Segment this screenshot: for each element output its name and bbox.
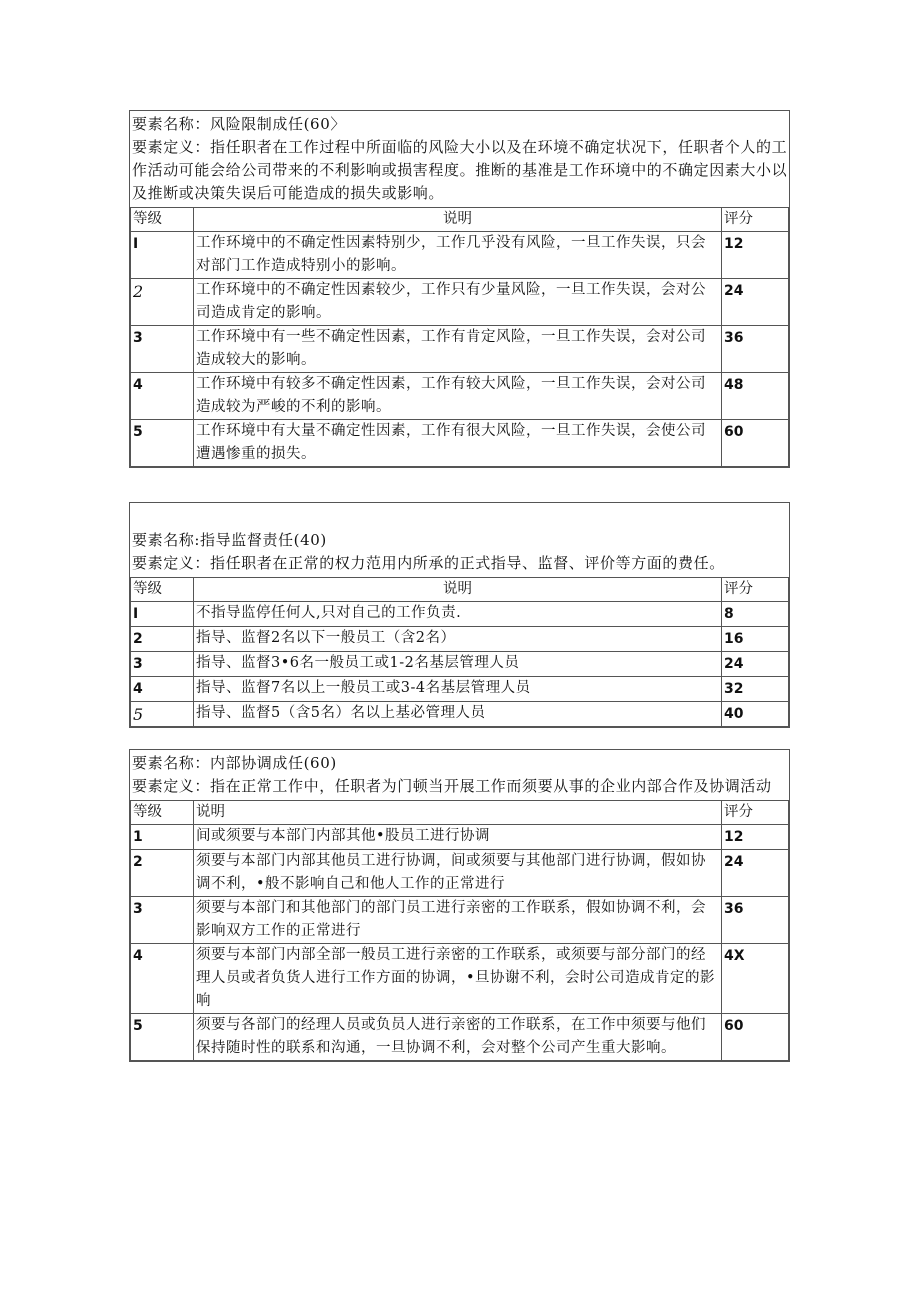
score-cell: 36 <box>722 897 789 944</box>
table-row <box>131 652 789 677</box>
score-cell: 60 <box>722 1014 789 1061</box>
score-cell: 16 <box>722 627 789 652</box>
table-row <box>131 1014 789 1061</box>
desc-cell: 间或须要与本部门内部其他•股员工进行协调 <box>194 825 722 850</box>
level-header: 等级 <box>131 801 194 825</box>
level-cell: 2 <box>131 627 194 652</box>
level-cell: 2 <box>131 279 194 326</box>
level-header: 等级 <box>131 208 194 232</box>
grading-table <box>130 207 789 467</box>
desc-header: 说明 <box>194 801 722 825</box>
desc-header: 说明 <box>194 208 722 232</box>
table-row <box>131 232 789 279</box>
table-row <box>131 420 789 467</box>
level-cell: 1 <box>131 825 194 850</box>
table-row <box>131 627 789 652</box>
score-cell: 40 <box>722 702 789 727</box>
table-row <box>131 373 789 420</box>
score-cell: 60 <box>722 420 789 467</box>
level-cell: 5 <box>131 702 194 727</box>
factor-section-supervision <box>129 502 790 728</box>
desc-cell: 须要与各部门的经理人员或负员人进行亲密的工作联系，在工作中须要与他们保持随时性的联系和沟通，一旦协调不利，会对整个公司产生重大影响。 <box>194 1014 722 1061</box>
score-cell: 24 <box>722 279 789 326</box>
desc-cell: 工作环境中的不确定性因素特别少，工作几乎没有风险，一旦工作失误，只会对部门工作造成特别小的影响。 <box>194 232 722 279</box>
desc-cell: 工作环境中有一些不确定性因素，工作有肯定风险，一旦工作失误，会对公司造成较大的影响。 <box>194 326 722 373</box>
level-cell: I <box>131 232 194 279</box>
factor-name: 要素名称：风险限制成任(60〉 <box>132 115 346 133</box>
factor-name: 要素名称：内部协调成任(60) <box>132 754 337 772</box>
factor-name: 要素名称:指导监督责任(40) <box>132 531 327 549</box>
level-cell: 5 <box>131 1014 194 1061</box>
table-row <box>131 326 789 373</box>
factor-definition: 要素定义：指任职者在工作过程中所面临的风险大小以及在环境不确定状况下，任职者个人的工作活动可能会给公司带来的不利影响或损害程度。推断的基准是工作环境中的不确定因素大小以及推断或决策失误后可能造成的损失或影响。 <box>132 138 788 202</box>
table-row <box>131 825 789 850</box>
level-cell: 3 <box>131 326 194 373</box>
score-cell: 12 <box>722 232 789 279</box>
factor-definition: 要素定义：指任职者在正常的权力范用内所承的正式指导、监督、评价等方面的费任。 <box>132 554 725 572</box>
factor-section-risk <box>129 110 790 468</box>
score-cell: 8 <box>722 602 789 627</box>
table-row <box>131 602 789 627</box>
level-cell: 3 <box>131 897 194 944</box>
table-row <box>131 279 789 326</box>
desc-cell: 须要与本部门内部其他员工进行协调，间或须要与其他部门进行协调，假如协调不利，•般不影响自己和他人工作的正常进行 <box>194 850 722 897</box>
desc-cell: 须要与本部门和其他部门的部门员工进行亲密的工作联系，假如协调不利，会影响双方工作的正常进行 <box>194 897 722 944</box>
table-row <box>131 677 789 702</box>
level-cell: 2 <box>131 850 194 897</box>
score-cell: 12 <box>722 825 789 850</box>
level-cell: 4 <box>131 373 194 420</box>
desc-cell: 指导、监督2名以下一般员工（含2名） <box>194 627 722 652</box>
factor-header <box>130 750 789 800</box>
level-header: 等级 <box>131 578 194 602</box>
header-spacer <box>132 505 789 529</box>
desc-cell: 指导、监督3•6名一般员工或1-2名基层管理人员 <box>194 652 722 677</box>
desc-cell: 工作环境中有较多不确定性因素，工作有较大风险，一旦工作失误，会对公司造成较为严峻的不利的影响。 <box>194 373 722 420</box>
score-header: 评分 <box>722 578 789 602</box>
table-header-row <box>131 578 789 602</box>
grading-table <box>130 800 789 1061</box>
desc-cell: 工作环境中的不确定性因素较少，工作只有少量风险，一旦工作失误，会对公司造成肯定的影响。 <box>194 279 722 326</box>
desc-cell: 指导、监督7名以上一般员工或3-4名基层管理人员 <box>194 677 722 702</box>
factor-section-coordination <box>129 749 790 1062</box>
score-cell: 4X <box>722 944 789 1014</box>
level-cell: I <box>131 602 194 627</box>
table-header-row <box>131 208 789 232</box>
desc-cell: 须要与本部门内部全部一般员工进行亲密的工作联系，或须要与部分部门的经理人员或者负货人进行工作方面的协调，•旦协谢不利，会时公司造成肯定的影响 <box>194 944 722 1014</box>
score-header: 评分 <box>722 208 789 232</box>
table-header-row <box>131 801 789 825</box>
desc-cell: 工作环境中有大量不确定性因素，工作有很大风险，一旦工作失误，会使公司遭遇惨重的损失。 <box>194 420 722 467</box>
level-cell: 5 <box>131 420 194 467</box>
grading-table <box>130 577 789 727</box>
table-row <box>131 850 789 897</box>
score-header: 评分 <box>722 801 789 825</box>
score-cell: 24 <box>722 652 789 677</box>
score-cell: 24 <box>722 850 789 897</box>
factor-definition: 要素定义：指在正常工作中，任职者为门顿当开展工作而须要从事的企业内部合作及协调活动 <box>132 777 772 795</box>
table-row <box>131 702 789 727</box>
score-cell: 48 <box>722 373 789 420</box>
desc-cell: 不指导监停任何人,只对自己的工作负责. <box>194 602 722 627</box>
score-cell: 32 <box>722 677 789 702</box>
factor-header <box>130 111 789 207</box>
level-cell: 4 <box>131 944 194 1014</box>
desc-header: 说明 <box>194 578 722 602</box>
level-cell: 4 <box>131 677 194 702</box>
score-cell: 36 <box>722 326 789 373</box>
level-cell: 3 <box>131 652 194 677</box>
factor-header <box>130 503 789 577</box>
table-row <box>131 944 789 1014</box>
table-row <box>131 897 789 944</box>
desc-cell: 指导、监督5（含5名）名以上基必管理人员 <box>194 702 722 727</box>
